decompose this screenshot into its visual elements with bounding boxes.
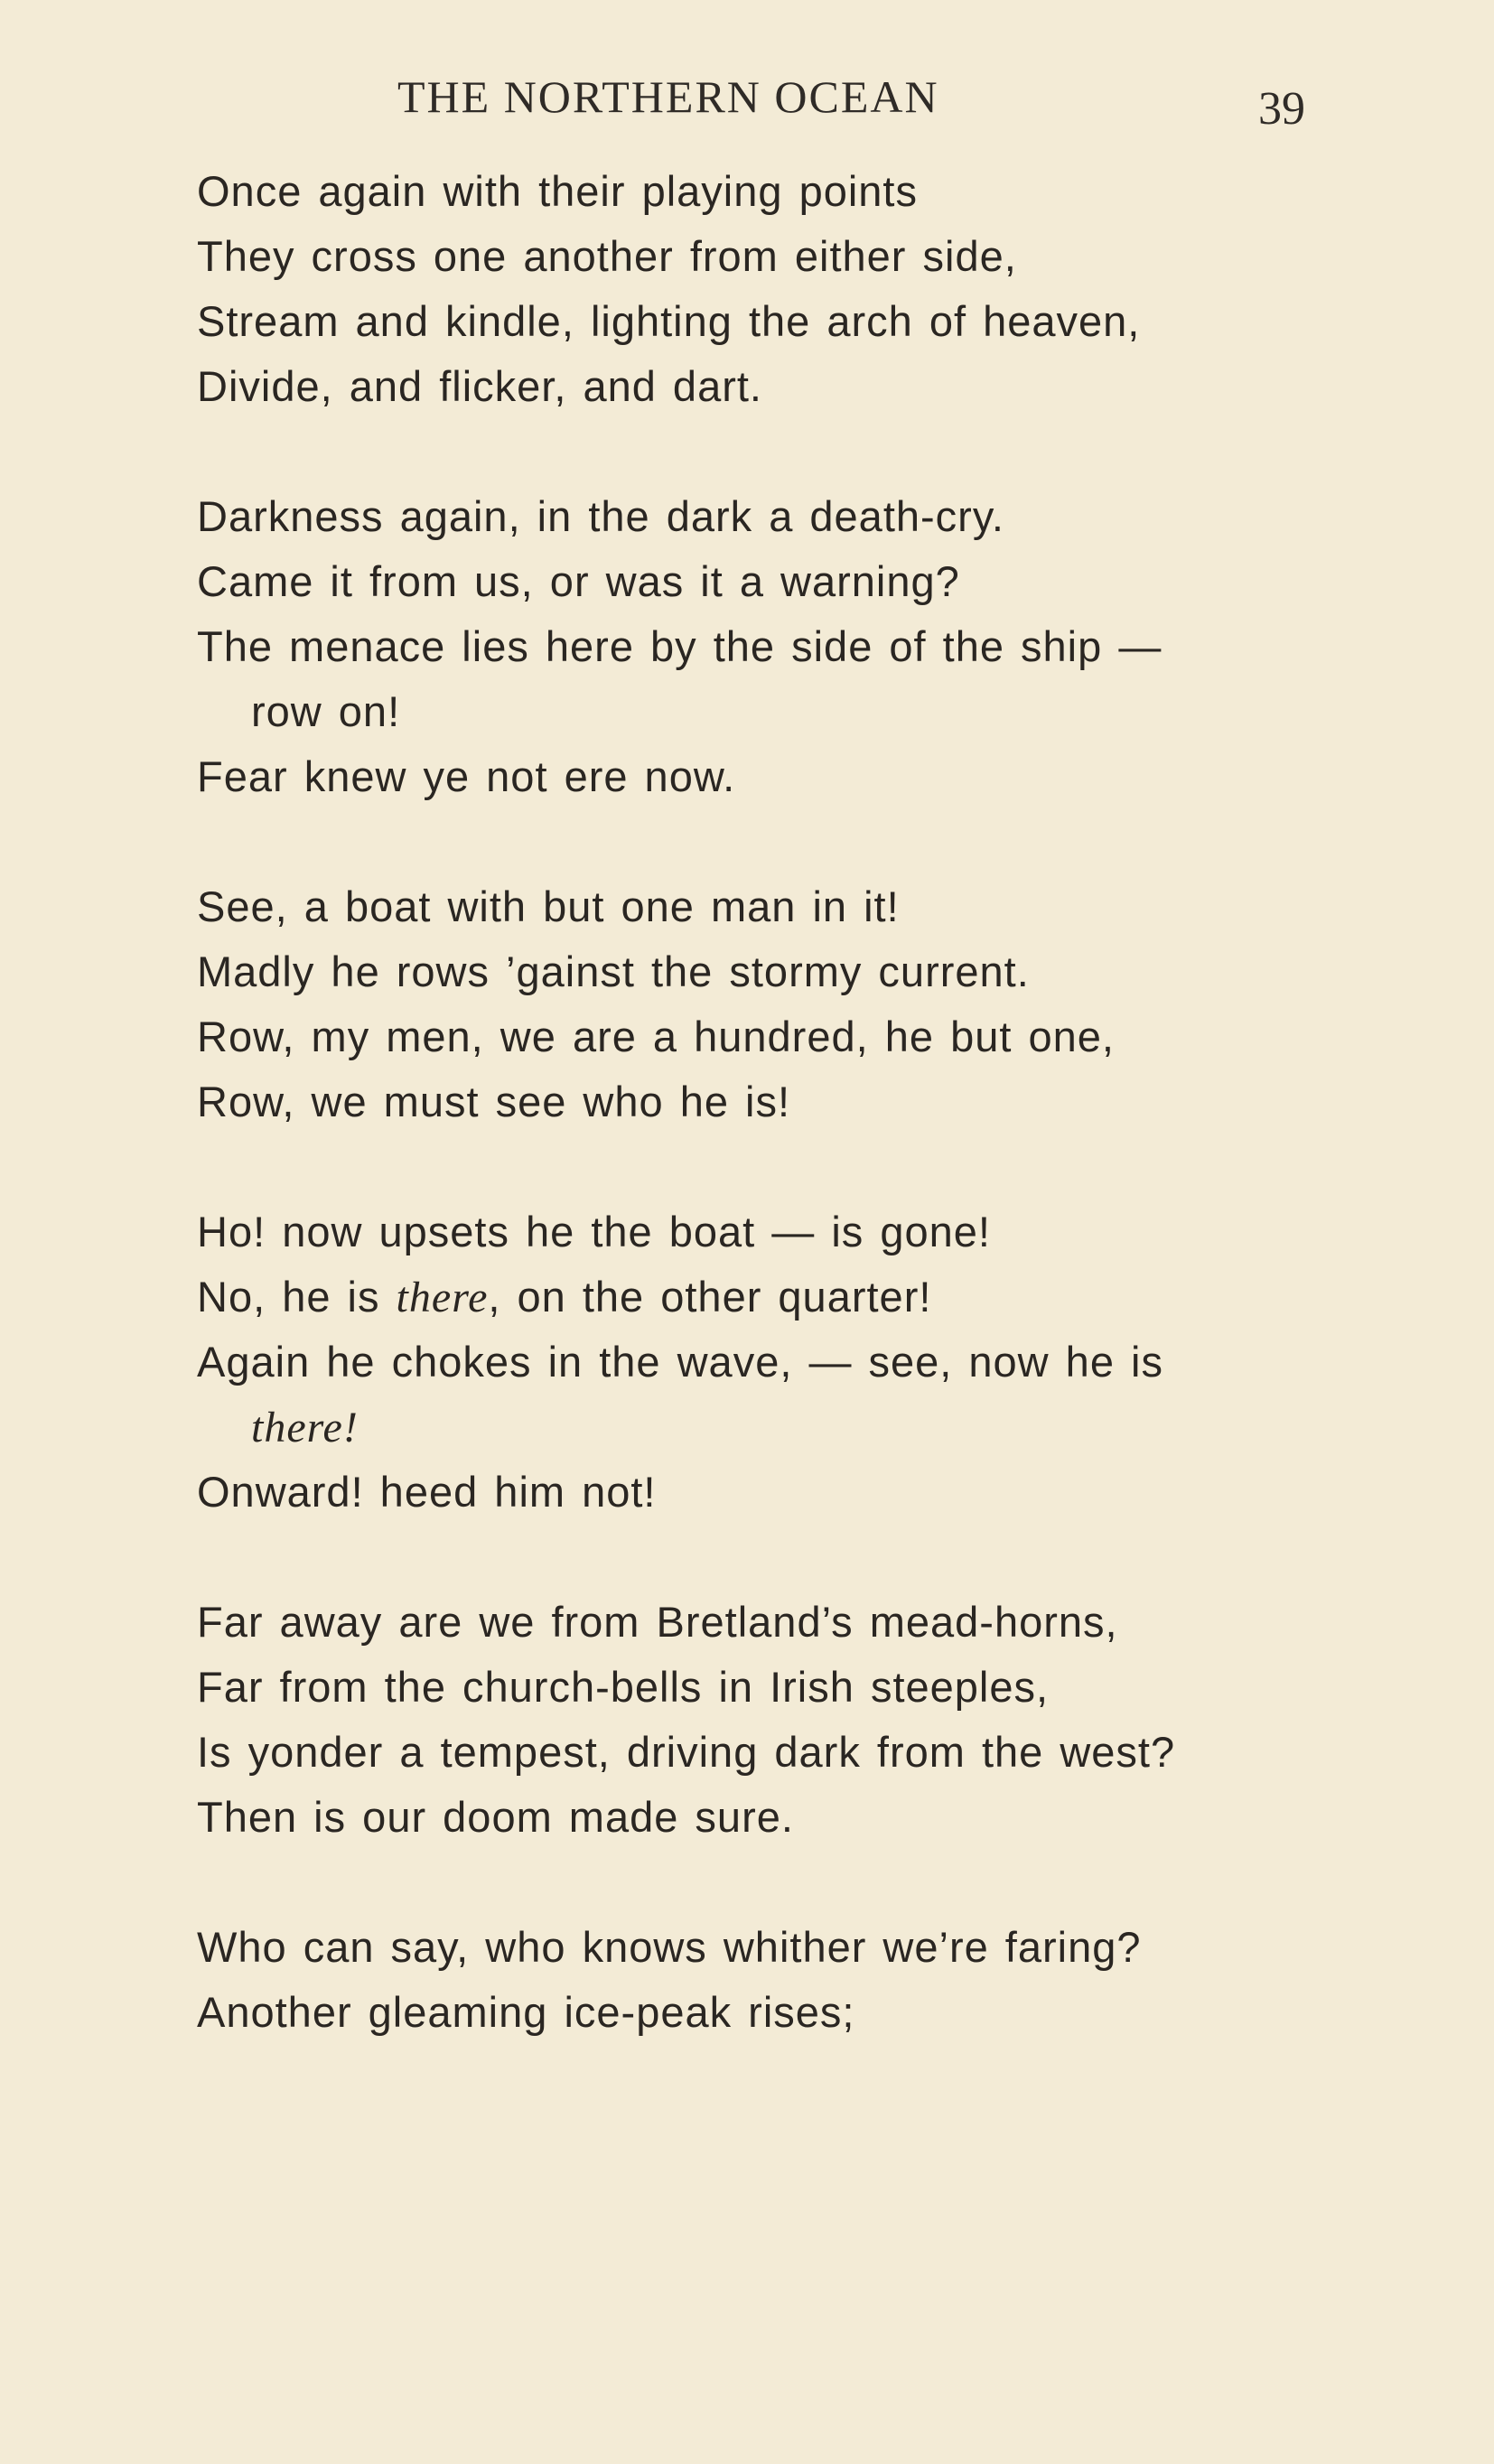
poem-line: Darkness again, in the dark a death-cry. bbox=[197, 492, 1004, 540]
poem-text bbox=[197, 159, 1398, 2110]
stanza bbox=[197, 484, 1398, 809]
stanza bbox=[197, 874, 1398, 1134]
poem-line: See, a boat with but one man in it! bbox=[197, 882, 900, 930]
poem-line: Who can say, who knows whither we’re faring? bbox=[197, 1923, 1142, 1971]
stanza bbox=[197, 1915, 1398, 2045]
stanza bbox=[197, 1199, 1398, 1525]
poem-line bbox=[197, 1265, 1398, 1330]
stanza bbox=[197, 1590, 1398, 1850]
poem-line: The menace lies here by the side of the ship — bbox=[197, 622, 1163, 670]
poem-text-run: No, he is bbox=[197, 1273, 397, 1321]
italic-emphasis: there bbox=[396, 1274, 489, 1321]
poem-line: Far away are we from Bretland’s mead-horns, bbox=[197, 1598, 1118, 1646]
page-number: 39 bbox=[1258, 83, 1305, 135]
poem-line: Once again with their playing points bbox=[197, 167, 918, 215]
poem-line: Row, my men, we are a hundred, he but one, bbox=[197, 1013, 1115, 1060]
poem-line: They cross one another from either side, bbox=[197, 232, 1017, 280]
poem-line: Divide, and flicker, and dart. bbox=[197, 362, 762, 410]
poem-line-continuation: row on! bbox=[251, 687, 401, 735]
poem-line: Came it from us, or was it a warning? bbox=[197, 557, 960, 605]
poem-line-continuation bbox=[197, 1395, 1398, 1460]
poem-line: Far from the church-bells in Irish steeples, bbox=[197, 1663, 1050, 1711]
poem-line: Again he chokes in the wave, — see, now he is bbox=[197, 1338, 1163, 1386]
poem-text-run: , on the other quarter! bbox=[488, 1273, 932, 1321]
poem-line: Another gleaming ice-peak rises; bbox=[197, 1988, 855, 2036]
poem-line: Onward! heed him not! bbox=[197, 1468, 657, 1516]
italic-emphasis: there! bbox=[251, 1404, 359, 1451]
running-title: THE NORTHERN OCEAN bbox=[397, 71, 939, 122]
poem-line: Madly he rows ’gainst the stormy current. bbox=[197, 947, 1030, 995]
poem-line: Then is our doom made sure. bbox=[197, 1793, 794, 1841]
poem-line: Ho! now upsets he the boat — is gone! bbox=[197, 1208, 991, 1255]
stanza bbox=[197, 159, 1398, 419]
poem-line: Fear knew ye not ere now. bbox=[197, 752, 736, 800]
poem-line: Is yonder a tempest, driving dark from the west? bbox=[197, 1728, 1176, 1776]
poem-line: Row, we must see who he is! bbox=[197, 1078, 791, 1125]
poem-line: Stream and kindle, lighting the arch of heaven, bbox=[197, 297, 1141, 345]
